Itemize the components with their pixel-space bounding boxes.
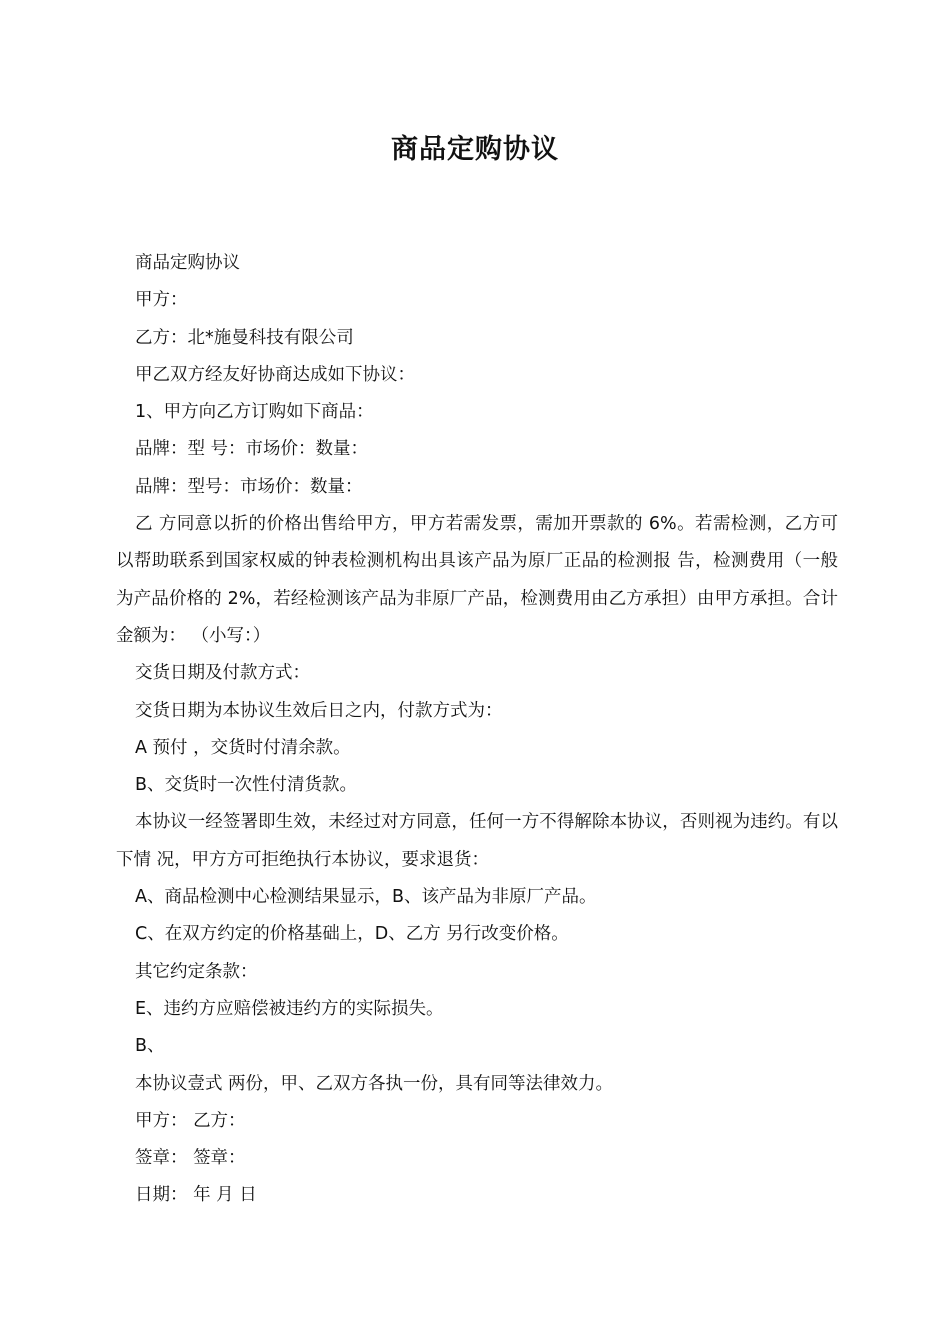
product-line-1: 品牌：型 号：市场价：数量： (135, 439, 369, 460)
signature-date: 日期： 年 月 日 (135, 1185, 257, 1206)
payment-option-a: A 预付 ，交货时付清余款。 (135, 737, 351, 758)
agreement-intro: 甲乙双方经友好协商达成如下协议： (135, 364, 415, 385)
effect-paragraph: 本协议一经签署即生效，未经过对方同意，任何一方不得解除本协议，否则视为违约。有以下情 况，甲方方可拒绝执行本协议，要求退货： (116, 812, 838, 870)
other-terms-heading: 其它约定条款： (135, 961, 258, 982)
document-title: 商品定购协议 (391, 134, 559, 165)
return-condition-ab: A、商品检测中心检测结果显示，B、该产品为非原厂产品。 (135, 887, 597, 908)
product-line-2: 品牌：型号：市场价：数量： (135, 476, 363, 497)
party-b-line: 乙方：北*施曼科技有限公司 (135, 327, 354, 348)
clause-1: 1、甲方向乙方订购如下商品： (135, 402, 374, 423)
signature-seals: 签章： 签章： (135, 1148, 246, 1169)
payment-option-b: B、交货时一次性付清货款。 (135, 775, 358, 796)
other-term-b: B、 (135, 1036, 165, 1057)
delivery-date-line: 交货日期为本协议生效后日之内，付款方式为： (135, 700, 503, 721)
price-paragraph: 乙 方同意以折的价格出售给甲方，甲方若需发票，需加开票款的 6%。若需检测，乙方可以帮助联系到国家权威的钟表检测机构出具该产品为原厂正品的检测报 告，检测费用（一般为产品价格的 2%，若经检测该产品为非原厂产品，检测费用由乙方承担）由甲方承担。合计金额为： （小写：） (116, 514, 838, 646)
body-heading: 商品定购协议 (135, 253, 240, 273)
copies-clause: 本协议壹式 两份，甲、乙双方各执一份，具有同等法律效力。 (135, 1073, 614, 1094)
delivery-heading: 交货日期及付款方式： (135, 663, 310, 684)
return-condition-cd: C、在双方约定的价格基础上，D、乙方 另行改变价格。 (135, 924, 569, 945)
party-a-line: 甲方： (135, 290, 188, 311)
document-body (116, 245, 838, 1215)
signature-parties: 甲方： 乙方： (135, 1110, 246, 1131)
other-term-e: E、违约方应赔偿被违约方的实际损失。 (135, 998, 444, 1019)
